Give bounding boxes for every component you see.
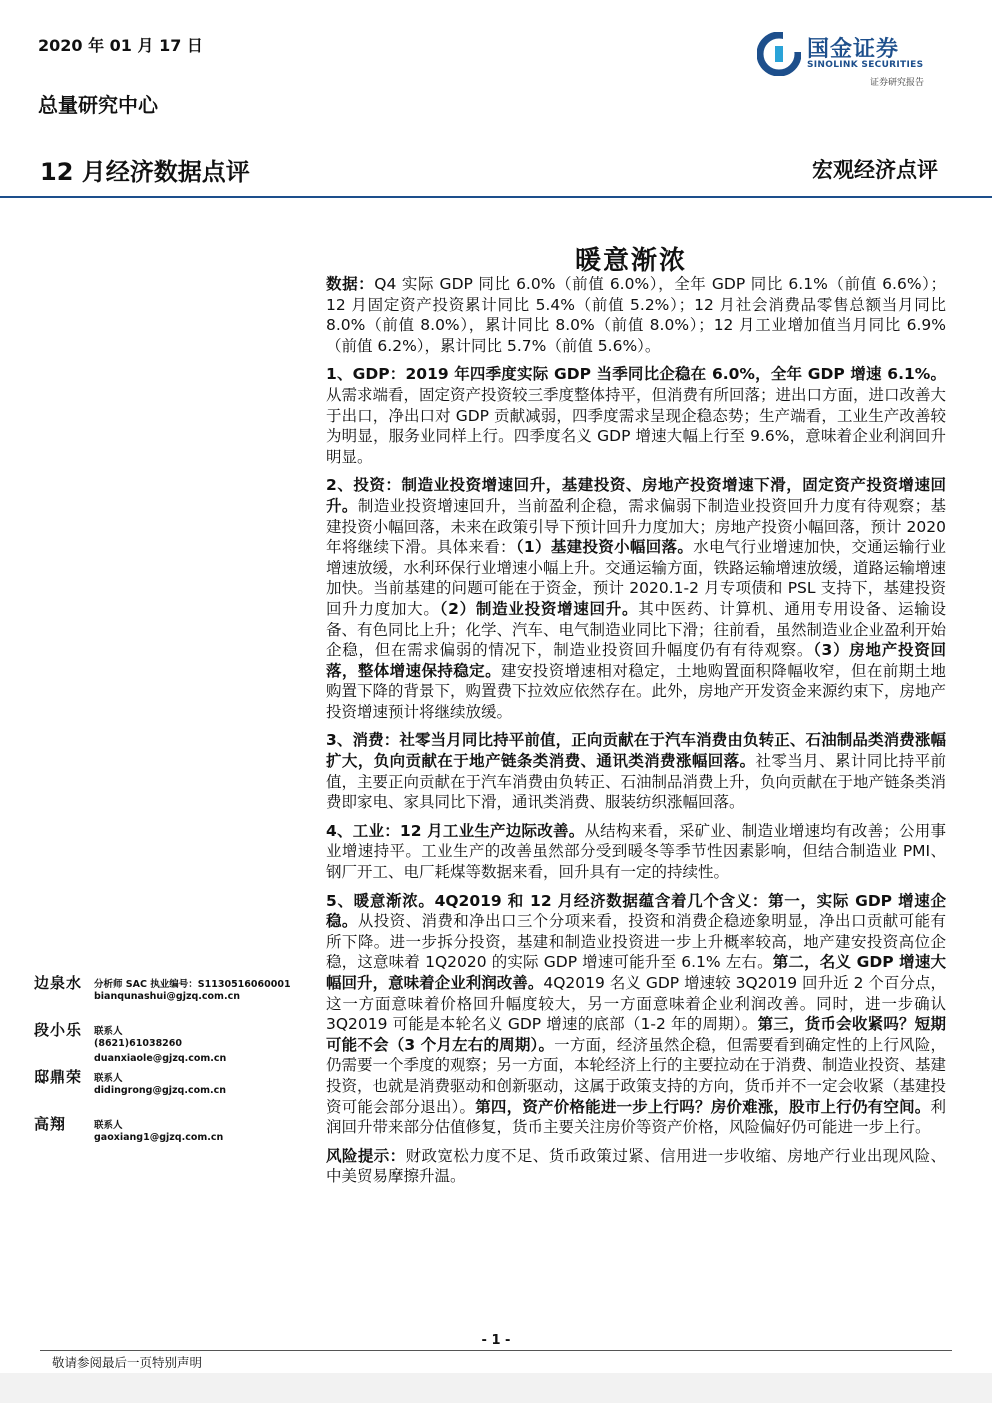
analyst-entry [34,1019,314,1066]
analyst-role: 联系人 [94,1120,123,1131]
paragraph-gdp [326,364,946,467]
paragraph-text: Q4 实际 GDP 同比 6.0%（前值 6.0%），全年 GDP 同比 6.1%（前值 6.6%）；12 月固定资产投资累计同比 5.4%（前值 5.2%）；12 月社会消费品零售总额当月同比 8.0%（前值 8.0%），累计同比 8.0%（前值 8.0%）；12 月工业增加值当月同比 6.9%（前值 6.2%），累计同比 5.7%（前值 5.6%）。 [326,275,946,355]
analyst-role: 联系人 [94,1073,123,1084]
disclaimer-note: 敬请参阅最后一页特别声明 [52,1355,203,1370]
paragraph-lead: 第三，货币会收紧吗？短期可能不会（3 个月左右的周期）。 [326,1015,946,1054]
analyst-name: 高翔 [34,1115,67,1133]
analyst-email[interactable]: duanxiaole@gjzq.com.cn [94,1053,227,1064]
paragraph-lead: （3）房地产投资回落，整体增速保持稳定。 [326,641,946,680]
logo-subtitle: 证券研究报告 [870,78,925,88]
paragraph-consumption [326,730,946,812]
paragraph-lead: 4、工业：12 月工业生产边际改善。 [326,821,585,840]
paragraph-text: 社零当月、累计同比持平前值，主要正向贡献在于汽车消费由负转正、石油制品消费上升，负向贡献在于地产链条类消费即家电、家具同比下滑，通讯类消费、服装纺织涨幅回落。 [326,752,947,812]
analyst-name: 邸鼎荣 [34,1068,83,1086]
footer-divider [40,1350,952,1351]
paragraph-text: 建安投资增速相对稳定，土地购置面积降幅收窄，但在前期土地购置下降的背景下，购置费下拉效应依然存在。此外，房地产开发资金来源约束下，房地产投资增速预计将继续放缓。 [326,661,947,721]
paragraph-lead: 数据： [326,275,375,293]
logo-name-cn: 国金证券 [807,37,900,62]
paragraph-text: 利润回升带来部分估值修复，货币主要关注房价等资产价格，风险偏好仍可能进一步上行。 [326,1097,946,1137]
headline: 暖意渐浓 [575,246,688,276]
analyst-email[interactable]: didingrong@gjzq.com.cn [94,1085,227,1096]
analyst-email[interactable]: bianqunashui@gjzq.com.cn [94,991,240,1002]
analyst-email[interactable]: gaoxiang1@gjzq.com.cn [94,1132,224,1143]
paragraph-text: 一方面，经济虽然企稳，但需要看到确定性的上行风险，仍需要一个季度的观察；另一方面，本轮经济上行的主要拉动在于消费、制造业投资、基建投资，也就是消费驱动和创新驱动，这属于政策支持的方向，货币并不一定会收紧（基建投资可能会部分退出）。 [326,1035,947,1116]
paragraph-text: 从投资、消费和净出口三个分项来看，投资和消费企稳迹象明显，净出口贡献可能有所下降。进一步拆分投资，基建和制造业投资进一步上升概率较高，地产建安投资高位企稳，这意味着 1Q2020 的实际 GDP 增速可能升至 6.1% 左右。 [326,912,946,972]
page-number: - 1 - [481,1333,511,1348]
paragraph-lead: （2）制造业投资增速回升。 [439,599,639,618]
analyst-name: 边泉水 [34,974,83,992]
paragraph-lead: 5、暖意渐浓。4Q2019 和 12 月经济数据蕴含着几个含义：第一，实际 GDP 增速企稳。 [326,891,946,931]
analyst-entry [34,1113,314,1160]
paragraph-text: 制造业投资增速回升，当前盈利企稳，需求偏弱下制造业投资回升力度有待观察；基建投资小幅回落，未来在政策引导下预计回升力度加大；房地产投资小幅回落，预计 2020 年将继续下滑。具体来看： [326,496,946,557]
analyst-role: 联系人 [94,1026,123,1037]
analyst-role: 分析师 SAC 执业编号：S1130516060001 [94,979,291,990]
analyst-entry [34,1066,314,1113]
paragraph-risk [326,1146,946,1187]
paragraph-text: 水电气行业增速加快，交通运输行业增速放缓，水利环保行业增速小幅上升。交通运输方面，铁路运输增速放缓，道路运输增速加快。当前基建的问题可能在于资金，预计 2020.1-2 月专项债和 PSL 支持下，基建投资回升力度加大。 [326,538,947,618]
paragraph-text: 从结构来看，采矿业、制造业增速均有改善；公用事业增速持平。工业生产的改善虽然部分受到暖冬等季节性因素影响，但结合制造业 PMI、钢厂开工、电厂耗煤等数据来看，回升具有一定的持续性。 [326,821,946,882]
footer-band [0,1373,992,1403]
paragraph-text: 4Q2019 名义 GDP 增速较 3Q2019 回升近 2 个百分点，这一方面意味着价格回升幅度较大，另一方面意味着企业利润改善。同时，进一步确认 3Q2019 可能是本轮名义 GDP 增速的底部（1-2 年的周期）。 [326,974,946,1034]
report-category: 宏观经济点评 [812,157,938,182]
department-name: 总量研究中心 [38,93,158,117]
sinolink-logo-icon [757,32,801,76]
report-body [326,274,946,1195]
header-divider [0,196,992,198]
paragraph-industry [326,821,946,883]
paragraph-lead: 风险提示： [326,1146,406,1165]
paragraph-outlook [326,891,946,1138]
analyst-phone: (8621)61038260 [94,1038,183,1049]
paragraph-lead: 1、GDP：2019 年四季度实际 GDP 当季同比企稳在 6.0%，全年 GDP 增速 6.1%。 [326,365,946,384]
paragraph-lead: 第二，名义 GDP 增速大幅回升，意味着企业利润改善。 [326,953,946,992]
analyst-list [34,972,314,1160]
paragraph-text: 财政宽松力度不足、货币政策过紧、信用进一步收缩、房地产行业出现风险、中美贸易摩擦升温。 [326,1146,946,1186]
paragraph-lead: 2、投资：制造业投资增速回升，基建投资、房地产投资增速下滑，固定资产投资增速回升。 [326,476,946,515]
paragraph-lead: （1）基建投资小幅回落。 [515,538,694,557]
report-title: 12 月经济数据点评 [40,158,250,186]
logo-name-en: SINOLINK SECURITIES [807,60,924,70]
paragraph-text: 从需求端看，固定资产投资较三季度整体持平，但消费有所回落；进出口方面，进口改善大于出口，净出口对 GDP 贡献减弱，四季度需求呈现企稳态势；生产端看，工业生产改善较为明显，服务业同样上行。四季度名义 GDP 增速大幅上行至 9.6%，意味着企业利润回升明显。 [326,385,947,466]
report-date: 2020 年 01 月 17 日 [38,36,203,55]
paragraph-lead: 第四，资产价格能进一步上行吗？房价难涨，股市上行仍有空间。 [475,1097,931,1116]
paragraph-data [326,274,946,356]
paragraph-lead: 3、消费：社零当月同比持平前值，正向贡献在于汽车消费由负转正、石油制品类消费涨幅扩大，负向贡献在于地产链条类消费、通讯类消费涨幅回落。 [326,731,946,771]
paragraph-investment [326,475,946,722]
paragraph-text: 其中医药、计算机、通用专用设备、运输设备、有色同比上升；化学、汽车、电气制造业同比下滑；往前看，虽然制造业企业盈利开始企稳，但在需求偏弱的情况下，制造业投资回升幅度仍有有待观察。 [326,599,947,660]
company-logo [757,30,957,90]
analyst-name: 段小乐 [34,1021,83,1039]
analyst-entry [34,972,314,1019]
